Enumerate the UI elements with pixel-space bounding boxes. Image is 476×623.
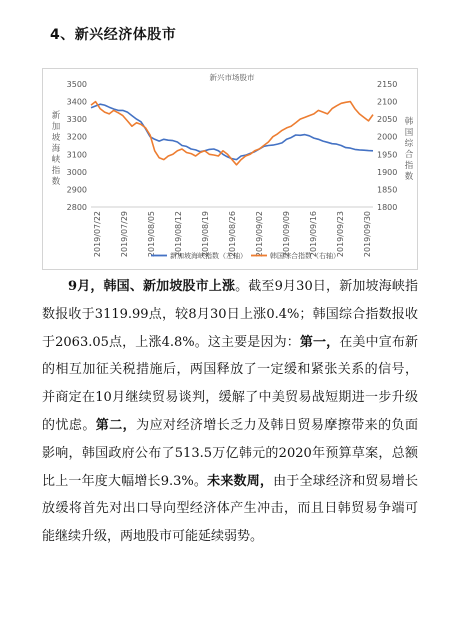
right-axis-tick-label: 1950 [377, 150, 398, 160]
singapore-index-line [91, 104, 373, 159]
right-axis-tick-label: 1900 [377, 167, 398, 177]
left-axis-tick-label: 3500 [66, 80, 87, 89]
point-two-label: 第二， [95, 417, 137, 433]
left-axis-tick-label: 3300 [66, 115, 87, 125]
section-heading: 4、新兴经济体股市 [50, 27, 177, 43]
x-axis-tick-label: 2019/09/09 [282, 211, 291, 258]
right-axis-tick-label: 1800 [377, 203, 398, 212]
left-axis-tick-label: 2900 [66, 185, 87, 195]
left-axis-tick-label: 3000 [66, 167, 87, 177]
right-axis-title-char: 国 [404, 128, 414, 138]
x-axis-tick-label: 2019/08/26 [228, 211, 237, 258]
right-axis-title-char: 指 [404, 161, 414, 171]
x-axis-tick-label: 2019/07/29 [120, 211, 129, 258]
right-axis-tick-label: 2100 [377, 97, 398, 107]
x-axis-tick-label: 2019/08/05 [147, 211, 156, 258]
point-one-label: 第一， [299, 334, 340, 350]
paragraph-text-4: 由于全球经济和贸易增长放缓将首先对出口导向型经济体产生冲击，而且日韩贸易争端可能继续升级，两地股市可能延续弱势。 [42, 473, 418, 545]
chart-panel [42, 68, 418, 270]
left-axis-title-char: 新 [51, 111, 61, 121]
x-axis-tick-label: 2019/07/22 [93, 211, 102, 258]
left-axis-title-char: 坡 [51, 133, 61, 143]
right-axis-tick-label: 2000 [377, 132, 398, 142]
right-axis-title-char: 韩 [404, 117, 414, 127]
left-axis-title-char: 峡 [51, 155, 61, 165]
korea-index-line [91, 102, 373, 165]
right-axis-title-char: 综 [404, 139, 414, 149]
right-axis-title-char: 数 [404, 172, 414, 182]
chart-title: 新兴市场股市 [209, 73, 255, 82]
body-paragraph [42, 273, 418, 551]
left-axis-tick-label: 2800 [66, 203, 87, 212]
right-axis-tick-label: 2050 [377, 115, 398, 125]
left-axis-title-char: 海 [51, 144, 61, 154]
x-axis-tick-label: 2019/09/30 [363, 211, 372, 258]
paragraph-text-1: 。截至9月30日，新加坡海峡指数报收于3119.99点，较8月30日上涨0.4%；韩国综合指数报收于2063.05点，上涨4.8%。这主要是因为： [42, 279, 418, 350]
left-axis-tick-label: 3100 [66, 150, 87, 160]
outlook-label: 未来数周， [207, 473, 274, 489]
x-axis-tick-label: 2019/08/12 [174, 211, 183, 258]
x-axis-tick-label: 2019/09/16 [309, 211, 318, 258]
line-chart [43, 69, 417, 269]
legend-label-singapore: 新加坡海峡指数（左轴） [170, 252, 247, 260]
right-axis-tick-label: 1850 [377, 185, 398, 195]
legend-label-korea: 韩国综合指数（右轴） [270, 252, 340, 260]
right-axis-tick-label: 2150 [377, 80, 398, 89]
left-axis-title-char: 数 [51, 177, 61, 187]
x-axis-tick-label: 2019/08/19 [201, 211, 210, 258]
x-axis-tick-label: 2019/09/02 [255, 211, 264, 258]
left-axis-title-char: 指 [51, 166, 61, 176]
lead-bold-text: 9月，韩国、新加坡股市上涨 [68, 279, 236, 294]
left-axis-tick-label: 3400 [66, 97, 87, 107]
paragraph-text-2: 在美中宣布新的相互加征关税措施后，两国释放了一定缓和紧张关系的信号，并商定在10月继续贸易谈判，缓解了中美贸易战短期进一步升级的忧虑。 [42, 334, 418, 433]
right-axis-title-char: 合 [404, 150, 414, 160]
x-axis-tick-label: 2019/09/23 [336, 211, 345, 258]
paragraph-text-3: 为应对经济增长乏力及韩日贸易摩擦带来的负面影响，韩国政府公布了513.5万亿韩元的2020年预算草案，总额比上一年度大幅增长9.3%。 [42, 417, 418, 489]
left-axis-title-char: 加 [51, 122, 61, 132]
left-axis-tick-label: 3200 [66, 132, 87, 142]
